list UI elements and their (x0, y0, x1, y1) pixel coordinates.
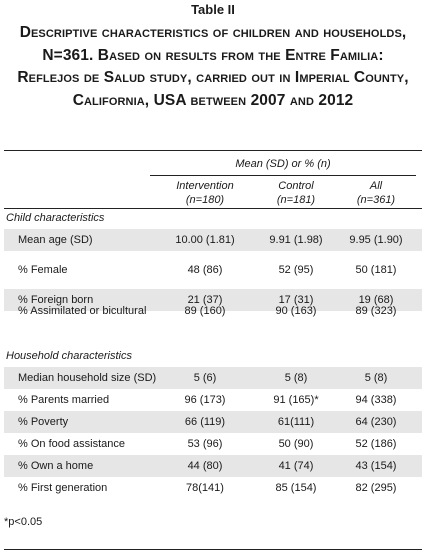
cell-value: 90 (163) (275, 305, 317, 317)
cell-value: 9.95 (1.90) (349, 234, 403, 246)
cell-value: 94 (338) (355, 394, 397, 406)
column-n-intervention: (n=180) (185, 194, 225, 206)
row-label: % On food assistance (18, 438, 126, 450)
row-label: Median household size (SD) (18, 372, 157, 384)
cell-value: 89 (160) (184, 305, 226, 317)
cell-value: 66 (119) (184, 416, 226, 428)
table-label: Table II (191, 2, 235, 17)
section-title-household: Household characteristics (6, 350, 132, 362)
span-header-rule (150, 175, 416, 176)
row-label: % Foreign born (18, 294, 94, 306)
cell-value: 50 (181) (355, 264, 397, 276)
cell-value: 19 (68) (358, 294, 394, 306)
cell-value: 85 (154) (275, 482, 317, 494)
section-title-child: Child characteristics (6, 212, 105, 224)
cell-value: 64 (230) (355, 416, 397, 428)
cell-value: 10.00 (1.81) (175, 234, 235, 246)
cell-value: 48 (86) (187, 264, 223, 276)
row-label: % Female (18, 264, 68, 276)
row-label: % Own a home (18, 460, 94, 472)
row-label: % Parents married (18, 394, 110, 406)
cell-value: 96 (173) (184, 394, 226, 406)
cell-value: 82 (295) (355, 482, 397, 494)
column-header-all: All (369, 180, 383, 192)
cell-value: 53 (96) (187, 438, 223, 450)
top-rule (4, 150, 422, 151)
cell-value: 61(111) (277, 416, 315, 428)
cell-value: 17 (31) (278, 294, 314, 306)
cell-value: 91 (165)* (273, 394, 319, 406)
cell-value: 52 (186) (355, 438, 397, 450)
cell-value: 50 (90) (278, 438, 314, 450)
row-label: % First generation (18, 482, 108, 494)
cell-value: 52 (95) (278, 264, 314, 276)
cell-value: 21 (37) (187, 294, 223, 306)
table-caption: Descriptive characteristics of children and households, N=361. Based on results from the Entre Familia: Reflejos de Salud study, carried out in Imperial County, California, USA between 2007 and 2012 (17, 24, 409, 109)
column-span-header: Mean (SD) or % (n) (235, 158, 331, 170)
cell-value: 44 (80) (187, 460, 223, 472)
cell-value: 9.91 (1.98) (269, 234, 323, 246)
cell-value: 43 (154) (355, 460, 397, 472)
column-n-control: (n=181) (276, 194, 316, 206)
row-label: % Assimilated or bicultural (18, 305, 147, 317)
cell-value: 78(141) (186, 482, 224, 494)
bottom-rule (4, 549, 422, 550)
table-footnote: *p<0.05 (4, 516, 43, 528)
cell-value: 89 (323) (355, 305, 397, 317)
cell-value: 5 (6) (193, 372, 217, 384)
column-header-control: Control (278, 180, 314, 192)
column-header-intervention: Intervention (176, 180, 234, 192)
cell-value: 5 (8) (364, 372, 388, 384)
cell-value: 41 (74) (278, 460, 314, 472)
row-label: Mean age (SD) (18, 234, 93, 246)
row-label: % Poverty (18, 416, 69, 428)
column-n-all: (n=361) (356, 194, 396, 206)
header-rule (4, 208, 422, 209)
cell-value: 5 (8) (284, 372, 308, 384)
